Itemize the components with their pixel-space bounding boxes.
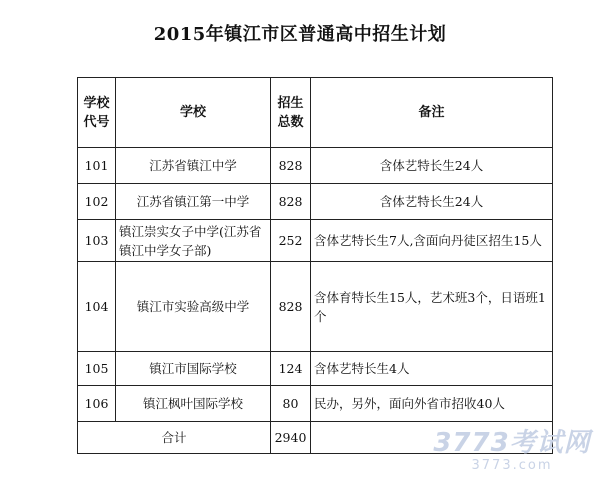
cell-note: 含体育特长生15人，艺术班3个，日语班1个 — [311, 262, 553, 352]
table-row — [78, 262, 553, 352]
cell-school: 江苏省镇江中学 — [116, 148, 271, 184]
header-school: 学校 — [116, 78, 271, 148]
enrollment-plan-table — [77, 77, 553, 454]
table-header-row — [78, 78, 553, 148]
watermark-logo-text: 3773考试网 — [433, 428, 591, 458]
cell-code: 105 — [78, 352, 116, 386]
cell-code: 106 — [78, 386, 116, 422]
cell-total: 828 — [271, 148, 311, 184]
cell-note: 民办，另外，面向外省市招收40人 — [311, 386, 553, 422]
table-row — [78, 148, 553, 184]
table-row — [78, 220, 553, 262]
header-school-code — [78, 78, 116, 148]
cell-total: 80 — [271, 386, 311, 422]
total-label: 合计 — [78, 422, 271, 454]
header-total-line2: 总数 — [277, 114, 304, 130]
site-watermark — [432, 428, 592, 474]
cell-total: 252 — [271, 220, 311, 262]
cell-note: 含体艺特长生24人 — [311, 184, 553, 220]
cell-note: 含体艺特长生24人 — [311, 148, 553, 184]
page-title: 2015年镇江市区普通高中招生计划 — [153, 24, 447, 45]
table-row — [78, 352, 553, 386]
total-value: 2940 — [271, 422, 311, 454]
cell-school: 镇江市实验高级中学 — [116, 262, 271, 352]
cell-school: 镇江市国际学校 — [116, 352, 271, 386]
cell-note: 含体艺特长生7人,含面向丹徒区招生15人 — [311, 220, 553, 262]
cell-code: 104 — [78, 262, 116, 352]
table-row — [78, 386, 553, 422]
header-note: 备注 — [311, 78, 553, 148]
table-row — [78, 184, 553, 220]
watermark-url: 3773.com — [471, 458, 553, 473]
header-school-code-line2: 代号 — [83, 114, 110, 130]
header-school-code-line1: 学校 — [83, 95, 110, 111]
cell-code: 101 — [78, 148, 116, 184]
cell-note: 含体艺特长生4人 — [311, 352, 553, 386]
header-total-line1: 招生 — [277, 95, 304, 111]
cell-total: 828 — [271, 184, 311, 220]
header-total — [271, 78, 311, 148]
cell-school: 镇江枫叶国际学校 — [116, 386, 271, 422]
cell-code: 102 — [78, 184, 116, 220]
cell-total: 124 — [271, 352, 311, 386]
cell-code: 103 — [78, 220, 116, 262]
cell-school: 镇江崇实女子中学(江苏省镇江中学女子部) — [116, 220, 271, 262]
cell-school: 江苏省镇江第一中学 — [116, 184, 271, 220]
cell-total: 828 — [271, 262, 311, 352]
